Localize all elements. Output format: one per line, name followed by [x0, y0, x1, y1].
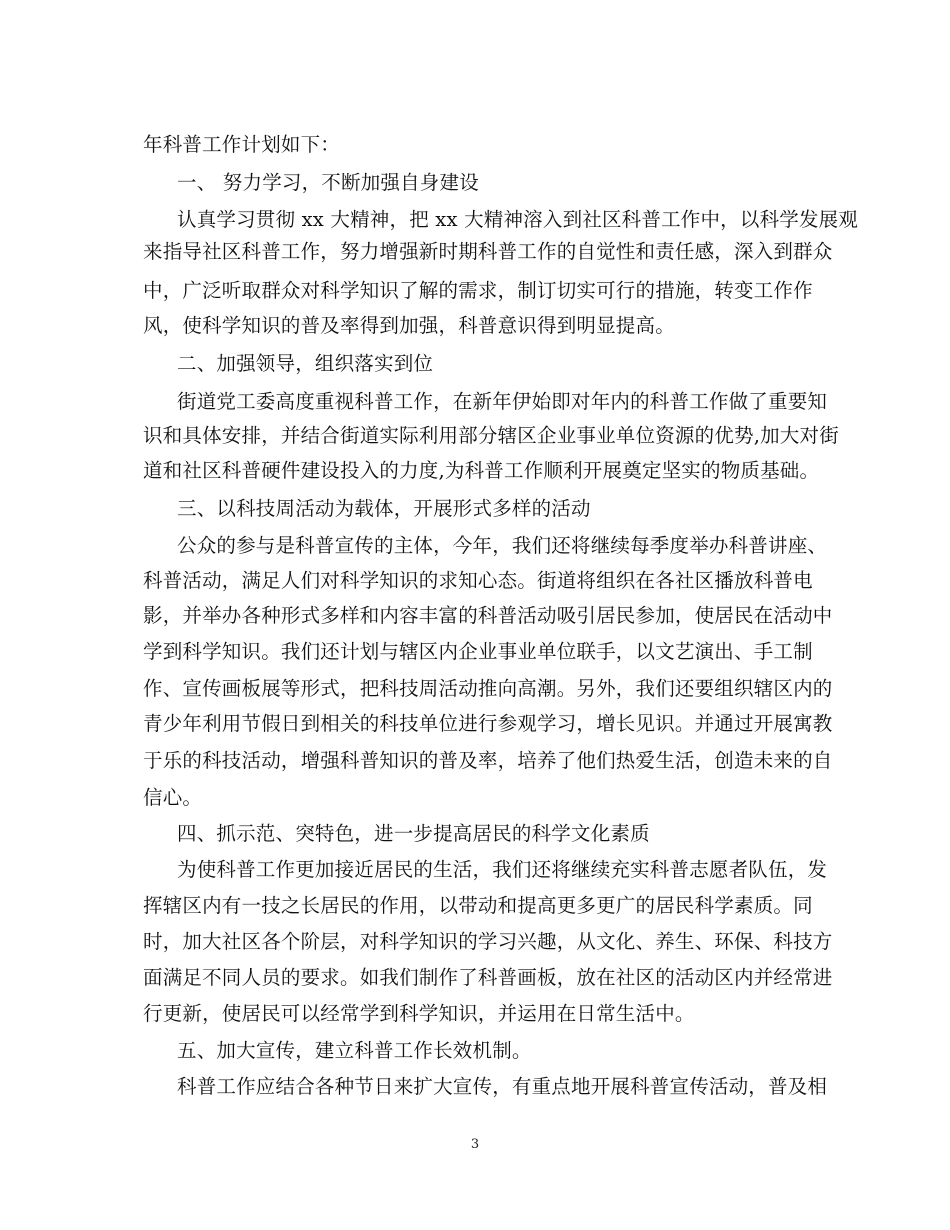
section-heading: 五、加大宣传，建立科普工作长效机制。 [177, 1039, 532, 1062]
text-line: 时，加大社区各个阶层，对科学知识的学习兴趣，从文化、养生、环保、科技方 [143, 930, 833, 953]
text-line: 挥辖区内有一技之长居民的作用，以带动和提高更多更广的居民科学素质。同 [143, 894, 813, 917]
page-number: 3 [470, 1137, 480, 1152]
text-line: 青少年利用节假日到相关的科技单位进行参观学习，增长见识。并通过开展寓教 [143, 712, 833, 735]
text-line: 行更新，使居民可以经常学到科学知识，并运用在日常生活中。 [143, 1002, 695, 1025]
section-heading: 三、以科技周活动为载体，开展形式多样的活动 [177, 497, 591, 520]
text-line: 认真学习贯彻 xx 大精神，把 xx 大精神溶入到社区科普工作中，以科学发展观 [177, 208, 859, 231]
section-heading: 四、抓示范、突特色，进一步提高居民的科学文化素质 [177, 822, 650, 845]
text-line: 信心。 [143, 786, 203, 809]
section-heading: 二、加强领导，组织落实到位 [177, 352, 434, 375]
text-line: 影，并举办各种形式多样和内容丰富的科普活动吸引居民参加，使居民在活动中 [143, 604, 833, 627]
text-line: 中，广泛听取群众对科学知识了解的需求，制订切实可行的措施，转变工作作 [143, 279, 813, 302]
text-line: 面满足不同人员的要求。如我们制作了科普画板，放在社区的活动区内并经常进 [143, 966, 833, 989]
text-line: 道和社区科普硬件建设投入的力度,为科普工作顺利开展奠定坚实的物质基础。 [143, 459, 820, 482]
text-line: 年科普工作计划如下： [143, 133, 341, 156]
text-line: 学到科学知识。我们还计划与辖区内企业事业单位联手，以文艺演出、手工制 [143, 640, 813, 663]
text-line: 科普活动，满足人们对科学知识的求知心态。街道将组织在各社区播放科普电 [143, 569, 813, 592]
text-line: 街道党工委高度重视科普工作，在新年伊始即对年内的科普工作做了重要知 [177, 390, 828, 413]
text-line: 识和具体安排，并结合街道实际利用部分辖区企业事业单位资源的优势,加大对街 [143, 424, 839, 447]
section-heading: 一、 努力学习，不断加强自身建设 [177, 171, 479, 194]
text-line: 作、宣传画板展等形式，把科技周活动推向高潮。另外，我们还要组织辖区内的 [143, 677, 833, 700]
text-line: 风，使科学知识的普及率得到加强，科普意识得到明显提高。 [143, 314, 675, 337]
text-line: 公众的参与是科普宣传的主体，今年，我们还将继续每季度举办科普讲座、 [177, 534, 828, 557]
text-line: 来指导社区科普工作，努力增强新时期科普工作的自觉性和责任感，深入到群众 [143, 240, 833, 263]
text-line: 为使科普工作更加接近居民的生活，我们还将继续充实科普志愿者队伍，发 [177, 858, 828, 881]
text-line: 于乐的科技活动，增强科普知识的普及率，培养了他们热爱生活，创造未来的自 [143, 749, 833, 772]
text-line: 科普工作应结合各种节日来扩大宣传，有重点地开展科普宣传活动，普及相 [177, 1075, 828, 1098]
